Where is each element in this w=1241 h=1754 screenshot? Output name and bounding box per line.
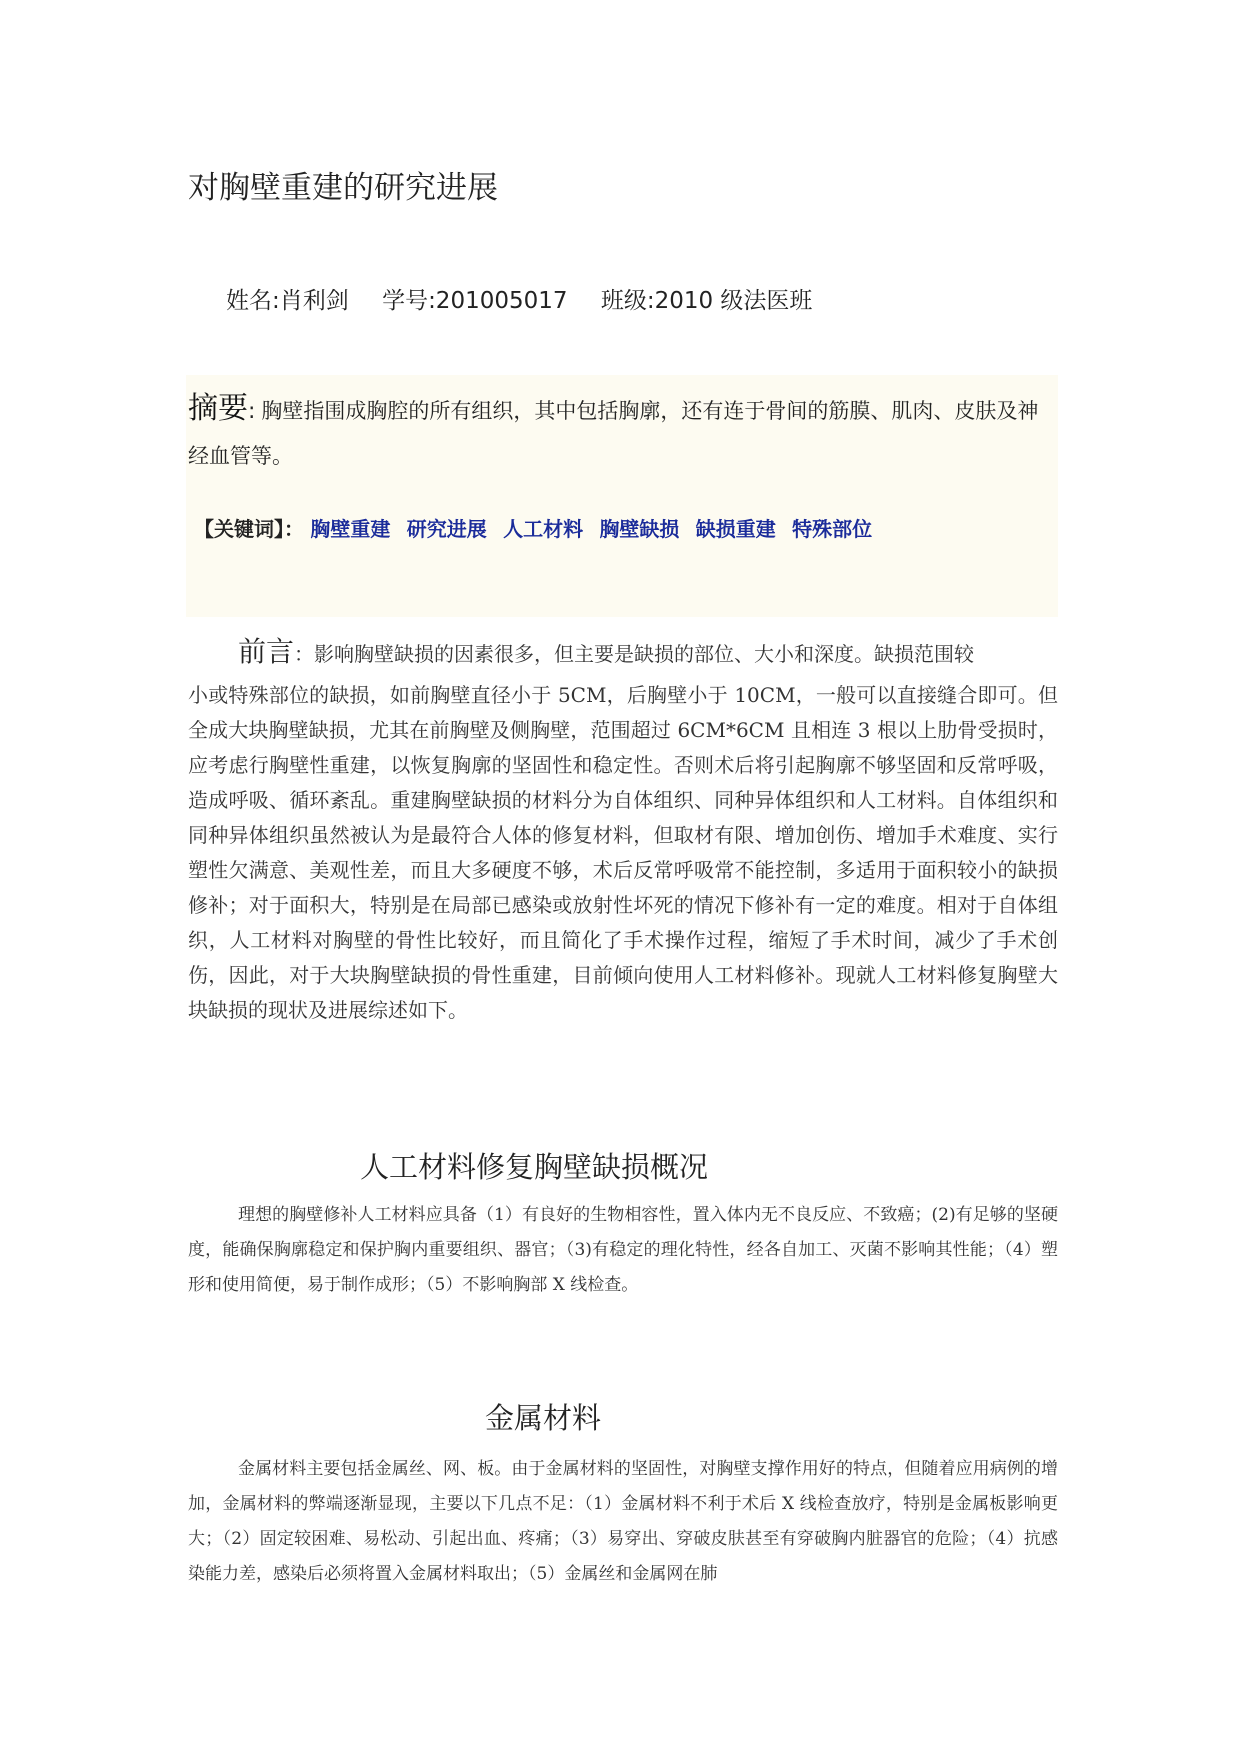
section-heading-metal-materials: 金属材料	[485, 1401, 602, 1435]
abstract-section	[186, 375, 1058, 617]
document-title: 对胸壁重建的研究进展	[188, 170, 498, 206]
keywords-label: 【关键词】：	[194, 517, 304, 541]
author-line	[226, 282, 838, 315]
abstract-colon: :	[248, 399, 256, 424]
keyword-link[interactable]: 胸壁缺损	[599, 517, 680, 541]
preface-body: 小或特殊部位的缺损，如前胸壁直径小于 5CM，后胸壁小于 10CM，一般可以直接缝合即可。但全成大块胸壁缺损，尤其在前胸壁及侧胸壁，范围超过 6CM*6CM 且相连 3 根以上肋骨受损时，应考虑行胸壁性重建，以恢复胸廓的坚固性和稳定性。否则术后将引起胸廓不够坚固和反常呼吸，造成呼吸、循环紊乱。重建胸壁缺损的材料分为自体组织、同种异体组织和人工材料。自体组织和同种异体组织虽然被认为是最符合人体的修复材料，但取材有限、增加创伤、增加手术难度、实行塑性欠满意、美观性差，而且大多硬度不够，术后反常呼吸常不能控制，多适用于面积较小的缺损修补；对于面积大，特别是在局部已感染或放射性坏死的情况下修补有一定的难度。相对于自体组织，人工材料对胸壁的骨性比较好，而且简化了手术操作过程，缩短了手术时间，减少了手术创伤，因此，对于大块胸壁缺损的骨性重建，目前倾向使用人工材料修补。现就人工材料修复胸壁大块缺损的现状及进展综述如下。	[188, 683, 1058, 1022]
section-heading-artificial-materials: 人工材料修复胸壁缺损概况	[360, 1150, 709, 1184]
keyword-link[interactable]: 缺损重建	[695, 517, 776, 541]
keyword-link[interactable]: 胸壁重建	[310, 517, 391, 541]
section-paragraph-metal-materials: 金属材料主要包括金属丝、网、板。由于金属材料的坚固性，对胸壁支撑作用好的特点，但随着应用病例的增加，金属材料的弊端逐渐显现，主要以下几点不足：（1）金属材料不利于术后 X 线检查放疗，特别是金属板影响更大；（2）固定较困难、易松动、引起出血、疼痛；（3）易穿出、穿破皮肤甚至有穿破胸内脏器官的危险；（4）抗感染能力差，感染后必须将置入金属材料取出；（5）金属丝和金属网在肺	[188, 1459, 1058, 1584]
preface-section	[188, 628, 1058, 1028]
keyword-link[interactable]: 研究进展	[406, 517, 487, 541]
class-info: 班级:2010 级法医班	[600, 288, 813, 314]
preface-label: 前言	[238, 635, 295, 668]
preface-colon: ：	[294, 642, 315, 666]
keyword-link[interactable]: 特殊部位	[792, 517, 873, 541]
author-name: 姓名:肖利剑	[226, 288, 349, 314]
keyword-link[interactable]: 人工材料	[503, 517, 584, 541]
preface-first-line	[188, 628, 1058, 678]
student-id: 学号:201005017	[382, 288, 568, 314]
section-paragraph-artificial-materials: 理想的胸壁修补人工材料应具备（1）有良好的生物相容性，置入体内无不良反应、不致癌；(2)有足够的坚硬度，能确保胸廓稳定和保护胸内重要组织、器官；（3)有稳定的理化特性，经各自加工、灭菌不影响其性能；（4）塑形和使用简便，易于制作成形；（5）不影响胸部 X 线检查。	[188, 1205, 1058, 1295]
keywords-line	[194, 513, 882, 542]
abstract-label: 摘要	[188, 391, 248, 426]
abstract-paragraph	[188, 387, 1056, 478]
preface-first-text: 影响胸壁缺损的因素很多，但主要是缺损的部位、大小和深度。缺损范围较	[314, 642, 975, 666]
abstract-text: 胸壁指围成胸腔的所有组织，其中包括胸廓，还有连于骨间的筋膜、肌肉、皮肤及神经血管等。	[188, 399, 1039, 468]
